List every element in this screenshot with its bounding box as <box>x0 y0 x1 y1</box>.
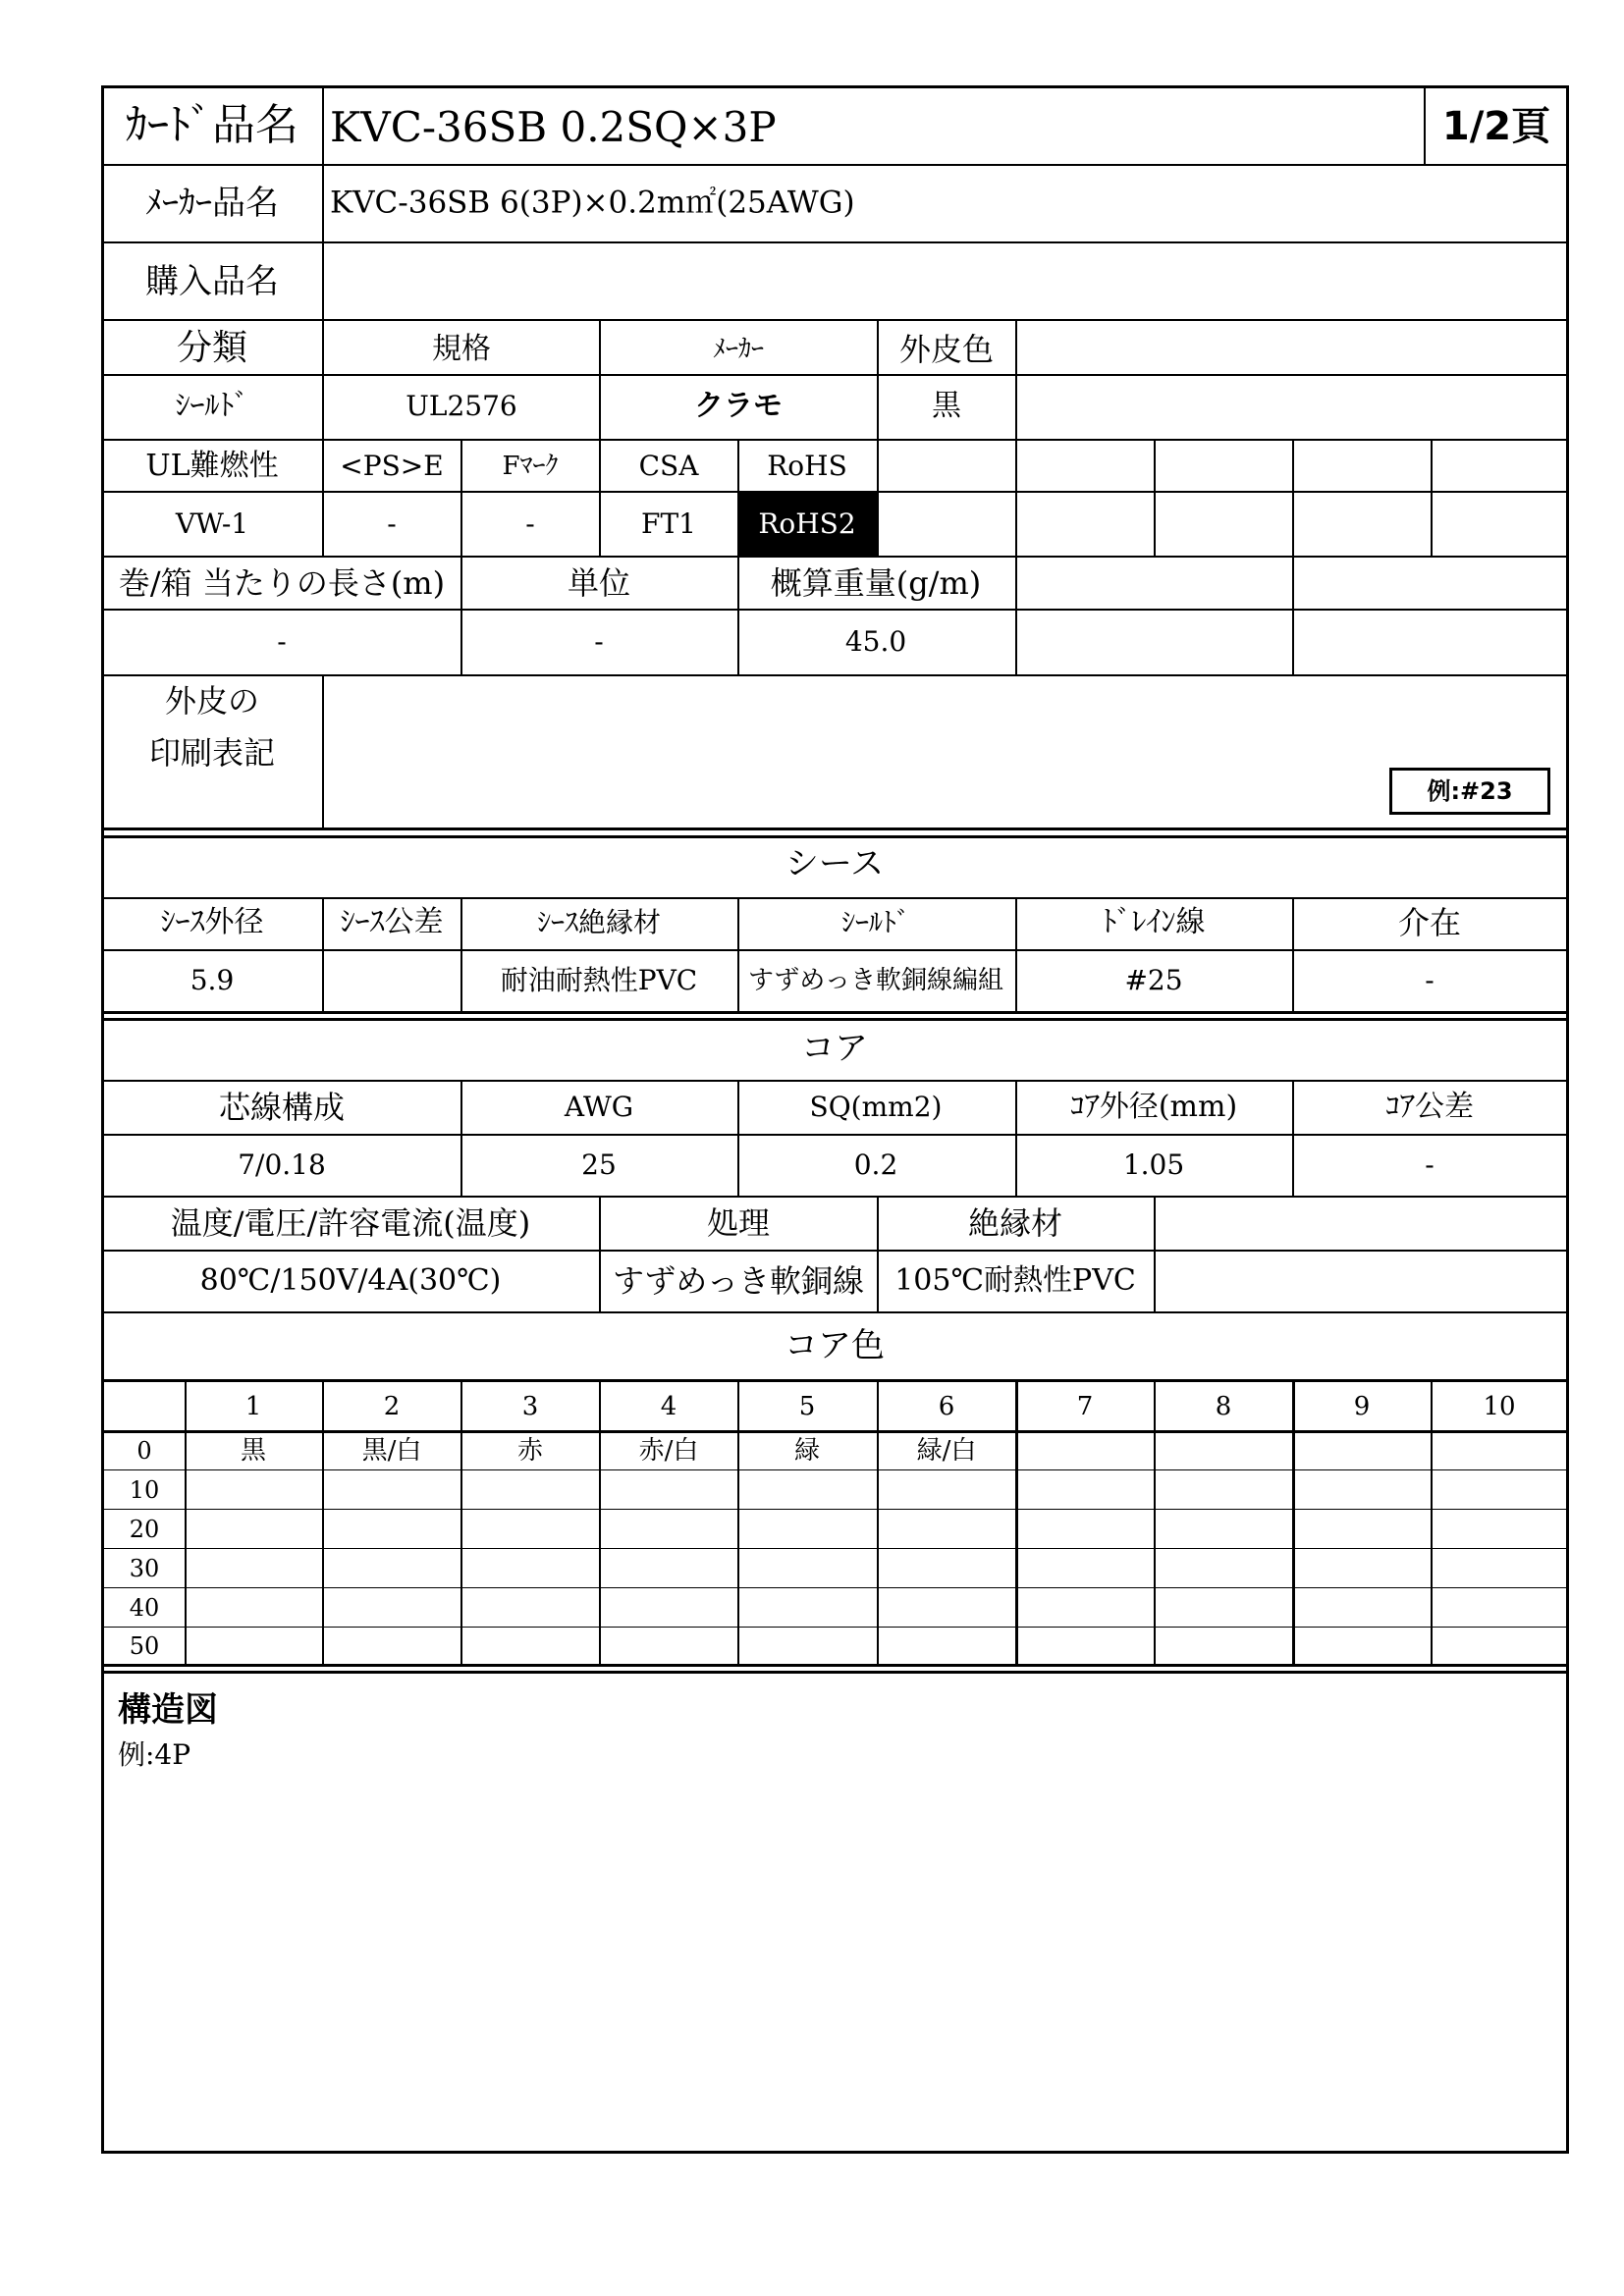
core-color-col-9: 9 <box>1353 1392 1371 1421</box>
drain-wire-value: #25 <box>1124 964 1183 996</box>
core-color-row-30: 30 <box>129 1555 160 1582</box>
f-mark-header: Fﾏｰｸ <box>502 452 559 481</box>
conductor-config-header: 芯線構成 <box>218 1089 346 1126</box>
awg-value: 25 <box>581 1148 617 1181</box>
csa-header: CSA <box>638 450 699 482</box>
core-tolerance-header: ｺｱ公差 <box>1385 1090 1474 1124</box>
treatment-value: すずめっき軟銅線 <box>612 1262 865 1300</box>
conductor-config-value: 7/0.18 <box>238 1148 326 1181</box>
core-color-col-10: 10 <box>1483 1392 1516 1421</box>
page-number: 1/2頁 <box>1441 104 1551 149</box>
pse-value: - <box>387 507 397 540</box>
core-color-col-5: 5 <box>798 1392 816 1421</box>
maker-name-label: ﾒｰｶｰ品名 <box>145 184 279 223</box>
jacket-color-value: 黒 <box>932 389 961 423</box>
core-color-cell-6: 緑/白 <box>916 1436 977 1466</box>
sheath-tolerance-header: ｼｰｽ公差 <box>340 905 444 939</box>
core-od-header: ｺｱ外径(mm) <box>1069 1090 1238 1124</box>
sheath-od-value: 5.9 <box>189 964 235 996</box>
core-color-cell-2: 黒/白 <box>361 1436 422 1466</box>
csa-value: FT1 <box>641 507 696 540</box>
classification-value: ｼｰﾙﾄﾞ <box>175 389 249 423</box>
sheath-insulation-header: ｼｰｽ絶縁材 <box>536 906 662 938</box>
core-color-cell-5: 緑 <box>793 1436 821 1466</box>
core-color-col-4: 4 <box>660 1392 677 1421</box>
maker-name-value: KVC-36SB 6(3P)×0.2m㎡(25AWG) <box>330 185 855 221</box>
filler-header: 介在 <box>1397 904 1462 941</box>
core-color-cell-4: 赤/白 <box>638 1436 699 1466</box>
sq-header: SQ(mm2) <box>809 1091 943 1123</box>
purchase-name-label: 購入品名 <box>145 262 279 301</box>
print-label-line1: 外皮の <box>164 682 260 720</box>
card-name-value: KVC-36SB 0.2SQ×3P <box>330 103 777 151</box>
unit-header: 単位 <box>567 564 631 602</box>
core-color-cell-3: 赤 <box>516 1436 544 1466</box>
temp-voltage-current-value: 80℃/150V/4A(30℃) <box>199 1263 502 1298</box>
sheath-insulation-value: 耐油耐熱性PVC <box>500 964 698 996</box>
insulation-value: 105℃耐熱性PVC <box>894 1263 1136 1298</box>
rohs-header: RoHS <box>767 450 847 482</box>
card-name-label: ｶｰﾄﾞ品名 <box>126 100 298 150</box>
sq-value: 0.2 <box>853 1148 898 1181</box>
length-per-reel-value: - <box>277 625 287 658</box>
standard-header: 規格 <box>432 332 491 366</box>
approx-weight-header: 概算重量(g/m) <box>770 564 982 602</box>
core-color-col-1: 1 <box>244 1392 262 1421</box>
core-color-row-40: 40 <box>129 1594 160 1622</box>
core-title: コア <box>801 1029 868 1068</box>
core-color-col-2: 2 <box>383 1392 401 1421</box>
unit-value: - <box>594 625 604 658</box>
print-example: 例:#23 <box>1427 777 1513 805</box>
f-mark-value: - <box>525 507 535 540</box>
core-color-row-50: 50 <box>129 1632 160 1660</box>
maker-header: ﾒｰｶｰ <box>712 335 765 364</box>
pse-header: <PS>E <box>340 450 444 482</box>
print-label-line2: 印刷表記 <box>148 734 276 772</box>
sheath-title: シース <box>785 844 885 883</box>
structure-note: 例:4P <box>118 1738 191 1771</box>
jacket-color-header: 外皮色 <box>898 331 995 368</box>
shield-value: すずめっき軟銅線編組 <box>747 966 1004 995</box>
core-color-row-20: 20 <box>129 1516 160 1543</box>
core-color-col-8: 8 <box>1215 1392 1232 1421</box>
core-color-cell-1: 黒 <box>240 1436 267 1466</box>
shield-header: ｼｰﾙﾄﾞ <box>840 906 911 938</box>
filler-value: - <box>1425 964 1435 996</box>
length-per-reel-header: 巻/箱 当たりの長さ(m) <box>118 564 446 602</box>
maker-value: クラモ <box>694 389 783 423</box>
rohs-value: RoHS2 <box>758 507 856 540</box>
ul-flame-value: VW-1 <box>175 507 249 540</box>
standard-value: UL2576 <box>406 390 517 422</box>
drain-wire-header: ﾄﾞﾚｲﾝ線 <box>1102 905 1206 939</box>
classification-header: 分類 <box>176 328 248 368</box>
insulation-header: 絶縁材 <box>967 1204 1063 1242</box>
treatment-header: 処理 <box>706 1204 771 1242</box>
structure-title: 構造図 <box>118 1690 218 1730</box>
core-color-col-7: 7 <box>1076 1392 1094 1421</box>
core-color-row-10: 10 <box>129 1476 160 1504</box>
core-color-col-6: 6 <box>938 1392 955 1421</box>
core-color-title: コア色 <box>785 1326 885 1365</box>
ul-flame-header: UL難燃性 <box>145 449 279 483</box>
approx-weight-value: 45.0 <box>844 625 907 658</box>
core-color-row-0: 0 <box>136 1437 152 1465</box>
core-tolerance-value: - <box>1425 1148 1435 1181</box>
core-color-col-3: 3 <box>521 1392 539 1421</box>
temp-voltage-current-header: 温度/電圧/許容電流(温度) <box>170 1204 531 1242</box>
awg-header: AWG <box>564 1091 634 1123</box>
sheath-od-header: ｼｰｽ外径 <box>160 905 264 939</box>
core-od-value: 1.05 <box>1122 1148 1185 1181</box>
